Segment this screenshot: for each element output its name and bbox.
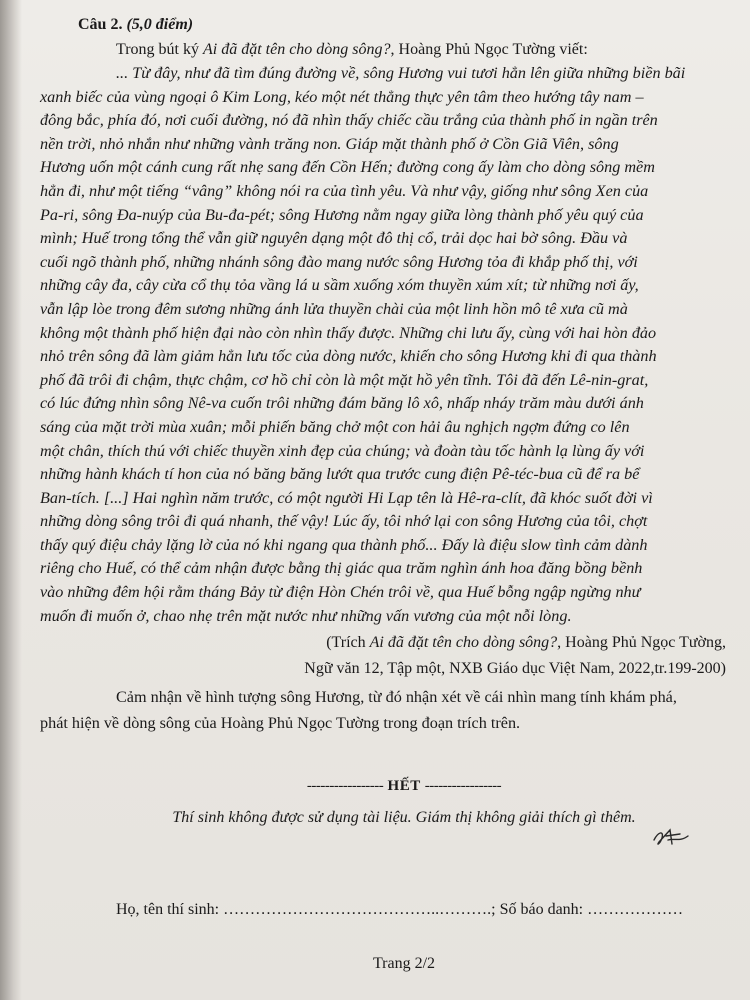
page-number: Trang 2/2 (372, 955, 436, 973)
citation (78, 630, 730, 682)
excerpt-line: sáng của mặt trời mùa xuân; mỗi phiến băng chở một con hải âu nghịch ngợm đứng co lên (40, 417, 630, 436)
question-points: (5,0 điểm) (126, 16, 194, 33)
end-word: HẾT (387, 778, 421, 795)
excerpt-line: hẳn đi, như một tiếng “vâng” không nói ra của tình yêu. Và như vậy, giống như sông Xen của (40, 181, 649, 200)
excerpt-line: Ban-tích. [...] Hai nghìn năm trước, có một người Hi Lạp tên là Hê-ra-clít, đã khóc suốt đời vì (40, 488, 653, 507)
excerpt-line: một chân, thích thú với chiếc thuyền xinh đẹp của chúng; và đoàn tàu tốc hành lạ lùng ấy với (40, 441, 645, 460)
excerpt-passage (40, 62, 730, 628)
excerpt-line: muốn đi muốn ở, chao nhẹ trên mặt nước như những vấn vương của một nỗi lòng. (40, 606, 572, 625)
task-prompt (40, 684, 730, 736)
excerpt-line: Hương uốn một cánh cung rất nhẹ sang đến Cồn Hến; đường cong ấy làm cho dòng sông mềm (40, 158, 655, 177)
signature-mark (650, 824, 690, 850)
end-right-dashes: ----------------- (424, 778, 502, 795)
excerpt-line: thấy quý điệu chảy lặng lờ của nó khi ngang qua thành phố... Đấy là điệu slow tình cảm dành (40, 535, 648, 554)
task-line-1: Cảm nhận về hình tượng sông Hương, từ đó nhận xét về cái nhìn mang tính khám phá, (116, 688, 677, 707)
citation-prefix: (Trích (326, 634, 370, 652)
excerpt-line: mình; Huế trong tổng thể vẫn giữ nguyên dạng một đô thị cổ, trải dọc hai bờ sông. Đầu và (40, 229, 628, 248)
intro-prefix: Trong bút ký (116, 41, 203, 58)
excerpt-line: không một thành phố hiện đại nào còn nhìn thấy được. Những chi lưu ấy, cùng với hai hòn đảo (40, 323, 657, 342)
excerpt-line: vẫn lập lòe trong đêm sương những ánh lửa thuyền chài của một linh hồn mô tê xưa cũ mà (40, 299, 628, 318)
excerpt-line: nền trời, nhỏ nhắn như những vành trăng non. Giáp mặt thành phố ở Cồn Giã Viên, sông (40, 134, 619, 153)
question-heading (78, 14, 730, 36)
citation-line-1 (78, 630, 726, 656)
excerpt-line: cuối ngõ thành phố, những nhánh sông đào mang nước sông Hương tỏa đi khắp phố thị, với (40, 252, 638, 271)
candidate-id-field[interactable]: ……………… (587, 901, 684, 919)
excerpt-line: những cây đa, cây cừa cổ thụ tỏa vầng lá u sầm xuống xóm thuyền xúm xít; từ những nơi ấy, (40, 276, 639, 295)
candidate-name-field[interactable]: …………………………………..……….; (223, 901, 496, 919)
candidate-id-label: Số báo danh: (495, 901, 588, 919)
citation-line-2: Ngữ văn 12, Tập một, NXB Giáo dục Việt Nam, 2022,tr.199-200) (304, 660, 726, 678)
end-marker (78, 778, 730, 795)
excerpt-line: Pa-ri, sông Đa-nuýp của Bu-đa-pét; sông Hương nằm ngay giữa lòng thành phố yêu quý của (40, 205, 644, 224)
excerpt-line: nhỏ trên sông đã làm giảm hẳn lưu tốc của dòng nước, khiến cho sông Hương khi đi qua thành (40, 347, 657, 366)
excerpt-line: đông bắc, phía đó, nơi cuối đường, nó đã nhìn thấy chiếc cầu trắng của thành phố in ngần trên (40, 111, 658, 130)
candidate-info-line (78, 901, 730, 919)
excerpt-line: những hành khách tí hon của nó băng băng lướt qua trước cung điện Pê-téc-bua cũ để ra bể (40, 465, 640, 484)
intro-suffix: , Hoàng Phủ Ngọc Tường viết: (390, 41, 588, 58)
end-left-dashes: ----------------- (306, 778, 384, 795)
excerpt-line: có lúc đứng nhìn sông Nê-va cuốn trôi những đám băng lô xô, nhấp nháy trăm màu dưới ánh (40, 394, 644, 413)
excerpt-line: vào những đêm hội rằm tháng Bảy từ điện Hòn Chén trôi về, qua Huế bỗng ngập ngừng như (40, 583, 641, 602)
intro-sentence (78, 38, 730, 62)
task-line-2: phát hiện về dòng sông của Hoàng Phủ Ngọc Tường trong đoạn trích trên. (40, 714, 521, 733)
excerpt-line: ... Từ đây, như đã tìm đúng đường về, sông Hương vui tươi hẳn lên giữa những biền bãi (116, 64, 686, 82)
excerpt-line: những dòng sông trôi đi quá nhanh, thế vậy! Lúc ấy, tôi nhớ lại con sông Hương của tôi, chợt (40, 512, 648, 531)
excerpt-line: xanh biếc của vùng ngoại ô Kim Long, kéo một nét thẳng thực yên tâm theo hướng tây nam – (40, 87, 644, 106)
exam-note: Thí sinh không được sử dụng tài liệu. Giám thị không giải thích gì thêm. (172, 809, 636, 827)
candidate-name-label: Họ, tên thí sinh: (116, 901, 224, 919)
citation-title: Ai đã đặt tên cho dòng sông? (369, 634, 558, 652)
page-shadow (0, 0, 22, 1000)
citation-suffix: , Hoàng Phủ Ngọc Tường, (557, 634, 726, 652)
question-label: Câu 2. (78, 16, 123, 33)
intro-work-title: Ai đã đặt tên cho dòng sông? (202, 41, 391, 58)
excerpt-line: riêng cho Huế, có thể cảm nhận được bằng thị giác qua trăm nghìn ánh hoa đăng bồng bềnh (40, 559, 643, 578)
excerpt-line: phố đã trôi đi chậm, thực chậm, cơ hồ chỉ còn là một mặt hồ yên tĩnh. Tôi đã đến Lê-nin-grat, (40, 370, 649, 389)
